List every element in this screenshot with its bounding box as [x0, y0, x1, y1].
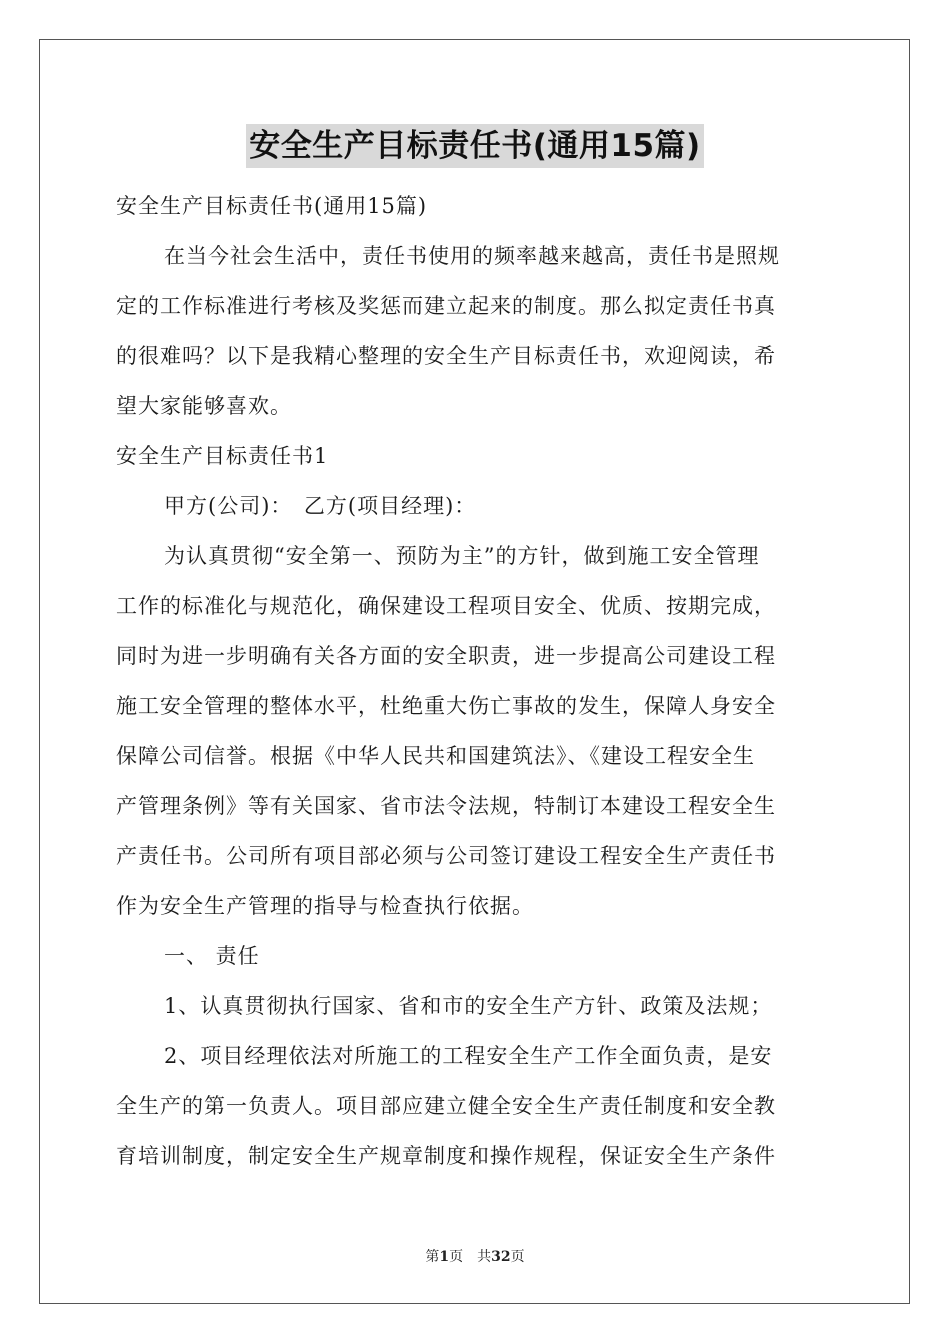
text-line: 产管理条例》等有关国家、省市法令法规，特制订本建设工程安全生 — [116, 794, 776, 818]
footer-total-pages: 32 — [491, 1249, 511, 1265]
text-line: 全生产的第一负责人。项目部应建立健全安全生产责任制度和安全教 — [116, 1094, 776, 1118]
text-line: 施工安全管理的整体水平，杜绝重大伤亡事故的发生，保障人身安全 — [116, 694, 776, 718]
footer-page-number: 1 — [439, 1249, 450, 1265]
text-line: 为认真贯彻“安全第一、预防为主”的方针，做到施工安全管理 — [164, 544, 760, 568]
text-line: 工作的标准化与规范化，确保建设工程项目安全、优质、按期完成， — [116, 594, 776, 618]
text-line: 望大家能够喜欢。 — [116, 394, 292, 418]
text-line: 同时为进一步明确有关各方面的安全职责，进一步提高公司建设工程 — [116, 644, 776, 668]
document-title: 安全生产目标责任书(通用15篇) — [246, 124, 703, 168]
text-line: 育培训制度，制定安全生产规章制度和操作规程，保证安全生产条件 — [116, 1144, 776, 1168]
text-line: 的很难吗？以下是我精心整理的安全生产目标责任书，欢迎阅读，希 — [116, 344, 776, 368]
footer-suffix: 页 — [510, 1249, 525, 1265]
text-line: 安全生产目标责任书(通用15篇) — [116, 194, 428, 218]
text-line: 产责任书。公司所有项目部必须与公司签订建设工程安全生产责任书 — [116, 844, 776, 868]
text-line: 2、项目经理依法对所施工的工程安全生产工作全面负责，是安 — [164, 1044, 773, 1068]
footer-middle: 页 共 — [449, 1249, 492, 1265]
text-line: 作为安全生产管理的指导与检查执行依据。 — [116, 894, 534, 918]
text-line: 1、认真贯彻执行国家、省和市的安全生产方针、政策及法规； — [164, 994, 773, 1018]
text-line: 安全生产目标责任书1 — [116, 444, 329, 468]
title-container — [0, 124, 950, 168]
text-line: 保障公司信誉。根据《中华人民共和国建筑法》、《建设工程安全生 — [116, 744, 755, 768]
text-line: 一、 责任 — [164, 944, 260, 968]
text-line: 定的工作标准进行考核及奖惩而建立起来的制度。那么拟定责任书真 — [116, 294, 776, 318]
text-line: 甲方(公司)： 乙方(项目经理)： — [164, 494, 477, 518]
footer-prefix: 第 — [425, 1249, 440, 1265]
document-body — [116, 181, 834, 1181]
page-footer — [0, 1246, 950, 1266]
text-line: 在当今社会生活中，责任书使用的频率越来越高，责任书是照规 — [164, 244, 780, 268]
